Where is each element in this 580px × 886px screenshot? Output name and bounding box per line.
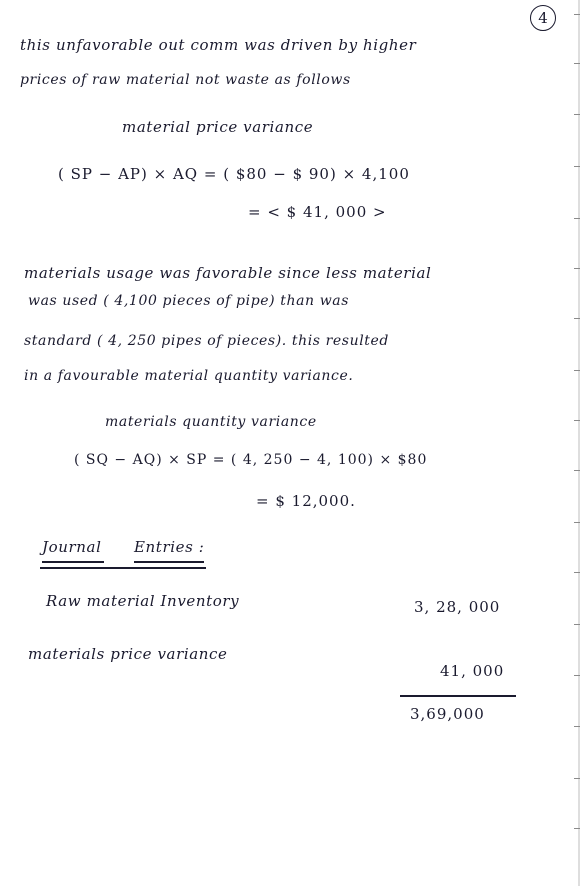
margin-tick (574, 166, 580, 167)
margin-tick (574, 318, 580, 319)
margin-tick (574, 675, 580, 676)
total-rule (400, 695, 516, 697)
entry-raw-material-label: Raw material Inventory (46, 592, 240, 610)
margin-tick (574, 828, 580, 829)
result-price-variance: = < $ 41, 000 > (248, 203, 387, 221)
margin-tick (574, 218, 580, 219)
journal-heading: Journal (42, 538, 102, 556)
entries-heading: Entries : (134, 538, 205, 556)
margin-tick (574, 624, 580, 625)
heading-underline (40, 567, 206, 569)
text-line-2: prices of raw material not waste as follows (20, 72, 351, 88)
margin-tick (574, 726, 580, 727)
text-line-6: materials usage was favorable since less material (24, 264, 432, 282)
formula-quantity-variance: ( SQ − AQ) × SP = ( 4, 250 − 4, 100) × $80 (74, 452, 428, 468)
text-line-7: was used ( 4,100 pieces of pipe) than was (28, 293, 350, 309)
text-line-1: this unfavorable out comm was driven by higher (20, 36, 417, 54)
margin-tick (574, 778, 580, 779)
margin-tick (574, 420, 580, 421)
formula-heading-quantity: materials quantity variance (105, 414, 317, 430)
margin-tick (574, 522, 580, 523)
entries-underline (134, 561, 204, 563)
text-line-9: in a favourable material quantity variance. (24, 368, 354, 384)
formula-heading-price: material price variance (122, 118, 314, 136)
margin-tick (574, 572, 580, 573)
margin-tick (574, 114, 580, 115)
margin-tick (574, 63, 580, 64)
entry-total-amount: 3,69,000 (410, 705, 485, 723)
margin-tick (574, 470, 580, 471)
margin-tick (574, 14, 580, 15)
page-number: 4 (530, 5, 556, 31)
result-quantity-variance: = $ 12,000. (256, 492, 356, 510)
text-line-8: standard ( 4, 250 pipes of pieces). this resulted (24, 333, 389, 349)
entry-raw-material-amount: 3, 28, 000 (414, 598, 501, 616)
margin-tick (574, 370, 580, 371)
entry-price-variance-label: materials price variance (28, 645, 228, 663)
journal-underline (42, 561, 104, 563)
entry-price-variance-amount: 41, 000 (440, 662, 505, 680)
formula-price-variance: ( SP − AP) × AQ = ( $80 − $ 90) × 4,100 (58, 165, 410, 183)
margin-tick (574, 268, 580, 269)
